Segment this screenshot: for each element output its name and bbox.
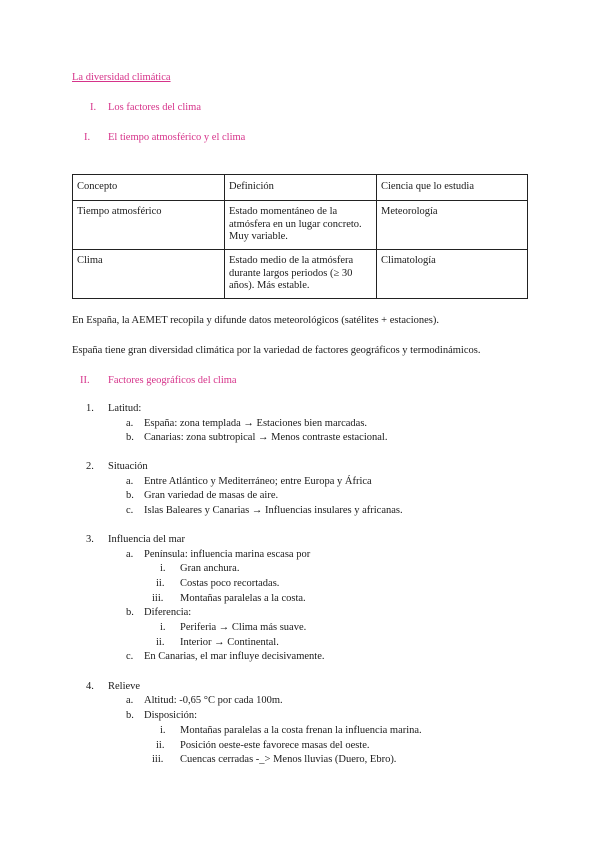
list-subitem: Entre Atlántico y Mediterráneo; entre Europa y África (144, 476, 372, 487)
list-roman: ii. (156, 637, 165, 648)
list-subsubitem: Costas poco recortadas. (180, 578, 280, 589)
list-letter: c. (126, 505, 134, 516)
climate-table (72, 174, 528, 299)
list-subsubitem: Interior → Continental. (180, 637, 279, 648)
list-letter: b. (126, 607, 134, 618)
list-subitem: Disposición: (144, 710, 198, 721)
paragraph: España tiene gran diversidad climática por la variedad de factores geográficos y termodinámicos. (72, 345, 481, 356)
list-number: 3. (86, 534, 94, 545)
list-letter: b. (126, 432, 134, 443)
list-letter: c. (126, 651, 134, 662)
list-number: 2. (86, 461, 94, 472)
list-letter: b. (126, 710, 134, 721)
list-subsubitem: Gran anchura. (180, 563, 240, 574)
heading-3-text: Factores geográficos del clima (108, 375, 237, 386)
list-letter: a. (126, 476, 134, 487)
list-roman: i. (160, 622, 166, 633)
heading-1-number: I. (90, 102, 97, 113)
list-roman: iii. (152, 593, 164, 604)
list-number: 1. (86, 403, 94, 414)
list-subitem: Diferencia: (144, 607, 192, 618)
table-header-cell: Concepto (73, 175, 225, 201)
table-cell: Estado medio de la atmósfera durante largos periodos (≥ 30 años). Más estable. (225, 250, 377, 299)
table-cell: Climatología (377, 250, 528, 299)
list-subsubitem: Periferia → Clima más suave. (180, 622, 307, 633)
list-subitem: Gran variedad de masas de aire. (144, 490, 279, 501)
list-subitem: En Canarias, el mar influye decisivamente. (144, 651, 325, 662)
paragraph: En España, la AEMET recopila y difunde datos meteorológicos (satélites + estaciones). (72, 315, 439, 326)
list-roman: ii. (156, 740, 165, 751)
heading-3-number: II. (80, 375, 90, 386)
list-subsubitem: Cuencas cerradas -_> Menos lluvias (Duero, Ebro). (180, 754, 397, 765)
list-item: Influencia del mar (108, 534, 185, 545)
table-cell: Tiempo atmosférico (73, 201, 225, 250)
table-header-cell: Definición (225, 175, 377, 201)
table-cell: Estado momentáneo de la atmósfera en un lugar concreto. Muy variable. (225, 201, 377, 250)
list-number: 4. (86, 681, 94, 692)
list-subitem: Canarias: zona subtropical → Menos contraste estacional. (144, 432, 388, 443)
list-letter: b. (126, 490, 134, 501)
list-letter: a. (126, 695, 134, 706)
list-subsubitem: Montañas paralelas a la costa frenan la influencia marina. (180, 725, 422, 736)
list-subitem: Islas Baleares y Canarias → Influencias insulares y africanas. (144, 505, 403, 516)
list-roman: iii. (152, 754, 164, 765)
list-subitem: España: zona templada → Estaciones bien marcadas. (144, 418, 368, 429)
heading-1-text: Los factores del clima (108, 102, 202, 113)
table-header-row (73, 175, 528, 201)
list-subsubitem: Montañas paralelas a la costa. (180, 593, 306, 604)
list-subitem: Altitud: -0,65 °C por cada 100m. (144, 695, 283, 706)
list-letter: a. (126, 549, 134, 560)
page-title: La diversidad climática (72, 72, 171, 83)
list-item: Latitud: (108, 403, 142, 414)
list-roman: i. (160, 563, 166, 574)
list-subsubitem: Posición oeste-este favorece masas del oeste. (180, 740, 370, 751)
heading-2-number: I. (84, 132, 91, 143)
list-letter: a. (126, 418, 134, 429)
table-row (73, 250, 528, 299)
table-row (73, 201, 528, 250)
table-cell: Meteorología (377, 201, 528, 250)
list-item: Situación (108, 461, 148, 472)
table-header-cell: Ciencia que lo estudia (377, 175, 528, 201)
table-cell: Clima (73, 250, 225, 299)
heading-2-text: El tiempo atmosférico y el clima (108, 132, 246, 143)
list-item: Relieve (108, 681, 141, 692)
list-roman: ii. (156, 578, 165, 589)
list-subitem: Península: influencia marina escasa por (144, 549, 311, 560)
list-roman: i. (160, 725, 166, 736)
